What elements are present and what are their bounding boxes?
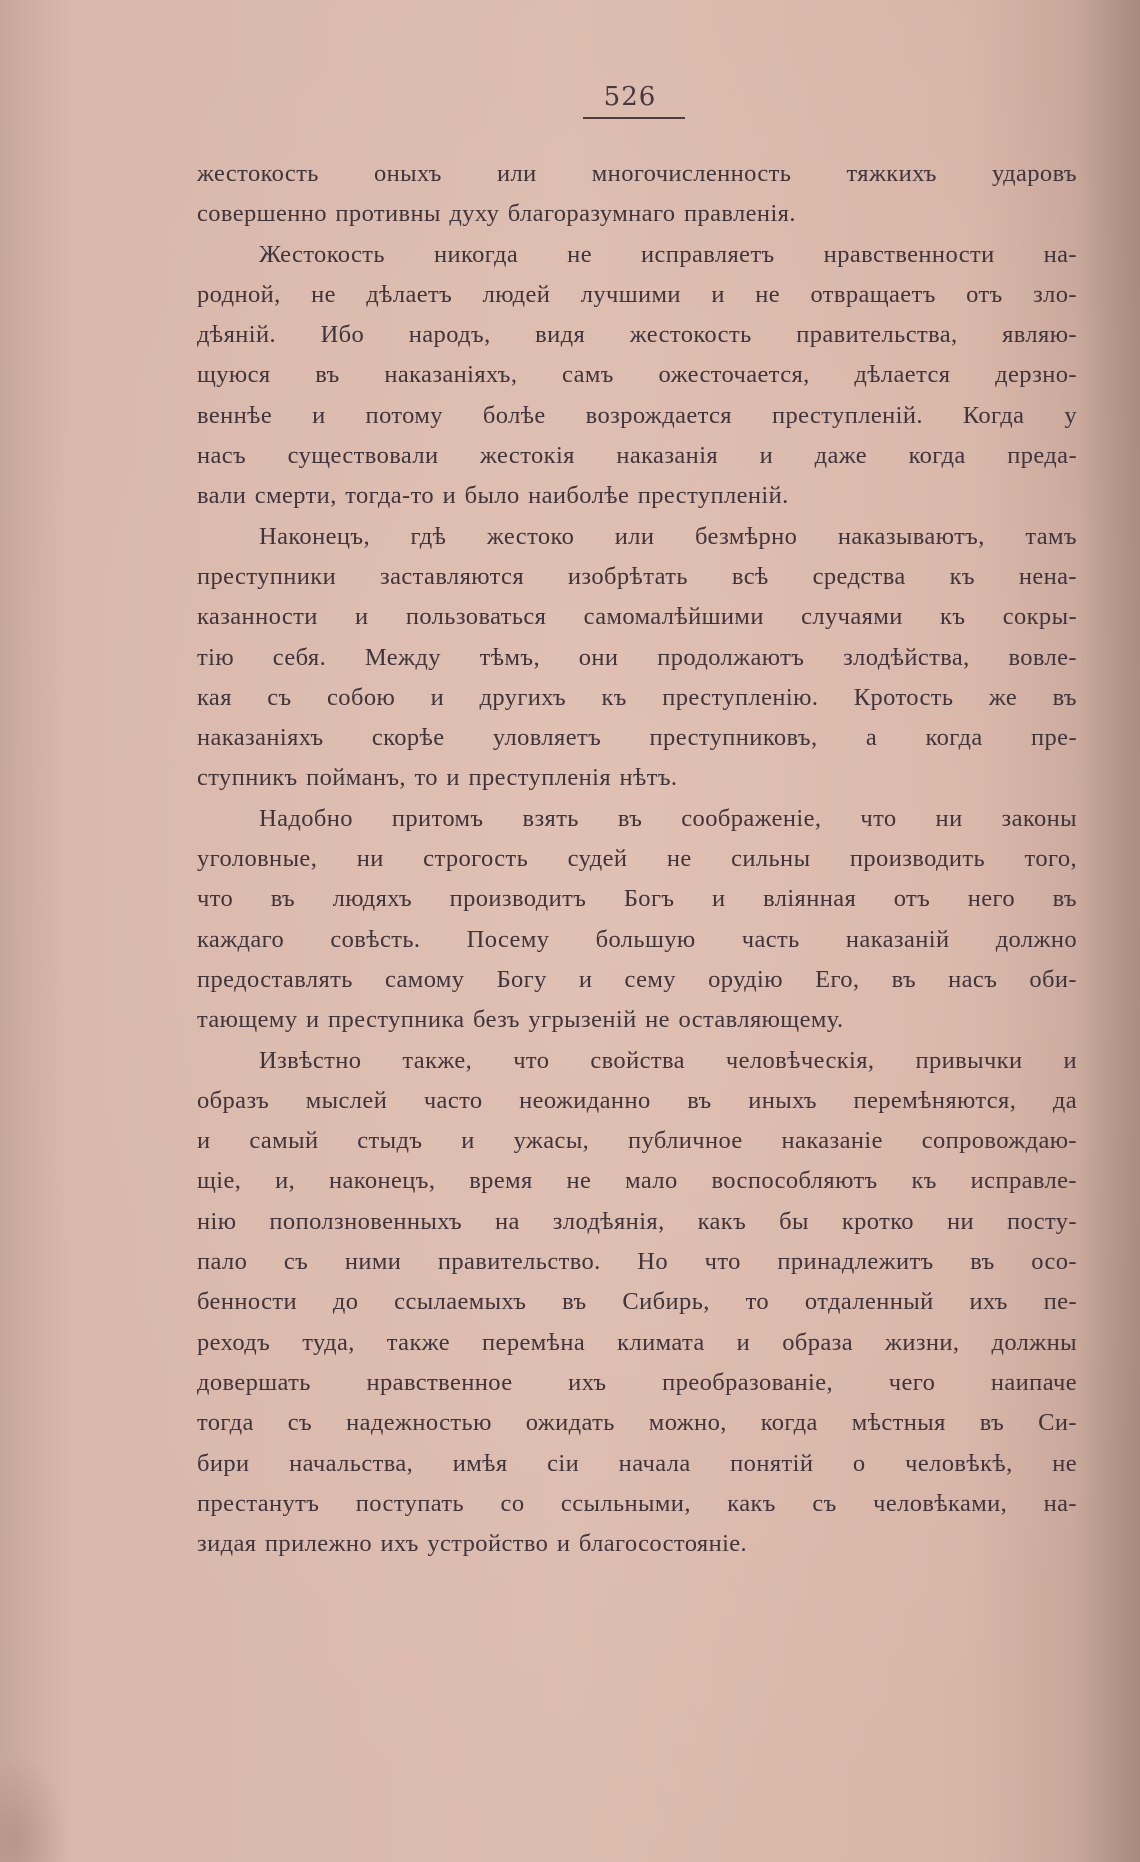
text-line: вали смерти, тогда-то и было наиболѣе преступленій. bbox=[197, 482, 789, 510]
text-line: кая съ собою и другихъ къ преступленію. Кротость же въ bbox=[197, 683, 1077, 711]
text-line: ступникъ пойманъ, то и преступленія нѣтъ. bbox=[197, 764, 678, 792]
page-edge-shadow bbox=[1080, 0, 1140, 1862]
text-line: бири начальства, имѣя сіи начала понятій о человѣкѣ, не bbox=[197, 1449, 1077, 1477]
text-line: дѣяній. Ибо народъ, видя жестокость правительства, являю- bbox=[197, 321, 1077, 349]
text-line: довершать нравственное ихъ преобразованіе, чего наипаче bbox=[197, 1368, 1077, 1396]
paragraph-start-line: Надобно притомъ взять въ соображеніе, что ни законы bbox=[259, 804, 1077, 832]
text-line: щуюся въ наказаніяхъ, самъ ожесточается, дѣлается дерзно- bbox=[197, 361, 1077, 389]
text-line: наказаніяхъ скорѣе уловляетъ преступниковъ, а когда пре- bbox=[197, 724, 1077, 752]
text-line: совершенно противны духу благоразумнаго правленія. bbox=[197, 200, 796, 228]
page-number-underline bbox=[583, 117, 685, 119]
text-line: родной, не дѣлаетъ людей лучшими и не отвращаетъ отъ зло- bbox=[197, 280, 1077, 308]
text-line: каждаго совѣсть. Посему большую часть наказаній должно bbox=[197, 925, 1077, 953]
paragraph-start-line: Извѣстно также, что свойства человѣческія, привычки и bbox=[259, 1046, 1077, 1074]
page-stain bbox=[0, 1752, 70, 1862]
paragraph-start-line: Жестокость никогда не исправляетъ нравственности на- bbox=[259, 240, 1077, 268]
text-line: и самый стыдъ и ужасы, публичное наказаніе сопровождаю- bbox=[197, 1127, 1077, 1155]
text-line: тогда съ надежностью ожидать можно, когда мѣстныя въ Си- bbox=[197, 1409, 1077, 1437]
text-line: нію поползновенныхъ на злодѣянія, какъ бы кротко ни посту- bbox=[197, 1207, 1077, 1235]
text-line: пало съ ними правительство. Но что принадлежитъ въ осо- bbox=[197, 1248, 1077, 1276]
text-line: насъ существовали жестокія наказанія и даже когда преда- bbox=[197, 442, 1077, 470]
text-line: что въ людяхъ производитъ Богъ и вліянная отъ него въ bbox=[197, 885, 1077, 913]
text-line: бенности до ссылаемыхъ въ Сибирь, то отдаленный ихъ пе- bbox=[197, 1288, 1077, 1316]
text-line: веннѣе и потому болѣе возрождается преступленій. Когда у bbox=[197, 401, 1077, 429]
text-line: зидая прилежно ихъ устройство и благосостояніе. bbox=[197, 1530, 748, 1558]
page-number: 526 bbox=[603, 82, 657, 112]
text-line: реходъ туда, также перемѣна климата и образа жизни, должны bbox=[197, 1328, 1077, 1356]
body-text bbox=[197, 154, 1077, 1564]
text-line: тающему и преступника безъ угрызеній не оставляющему. bbox=[197, 1006, 844, 1034]
text-line: жестокость оныхъ или многочисленность тяжкихъ ударовъ bbox=[197, 160, 1077, 187]
paragraph-start-line: Наконецъ, гдѣ жестоко или безмѣрно наказываютъ, тамъ bbox=[259, 522, 1077, 550]
text-line: тію себя. Между тѣмъ, они продолжаютъ злодѣйства, вовле- bbox=[197, 643, 1077, 671]
text-line: предоставлять самому Богу и сему орудію Его, въ насъ оби- bbox=[197, 965, 1077, 993]
text-line: уголовные, ни строгость судей не сильны производить того, bbox=[197, 845, 1077, 873]
text-line: престанутъ поступать со ссыльными, какъ съ человѣками, на- bbox=[197, 1489, 1077, 1517]
text-line: преступники заставляются изобрѣтать всѣ средства къ нена- bbox=[197, 562, 1077, 590]
text-line: казанности и пользоваться самомалѣйшими случаями къ сокры- bbox=[197, 603, 1077, 631]
text-line: образъ мыслей часто неожиданно въ иныхъ перемѣняются, да bbox=[197, 1086, 1077, 1114]
text-line: щіе, и, наконецъ, время не мало воспособляютъ къ исправле- bbox=[197, 1167, 1077, 1195]
